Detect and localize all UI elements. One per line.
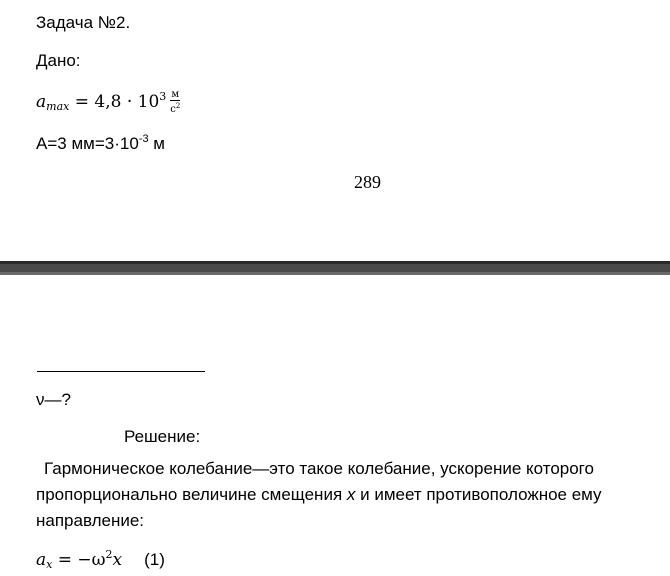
para-line-2 (36, 482, 656, 508)
eq1-value: = 4,8 · 10 (69, 92, 160, 112)
eq1-unit-fraction (170, 90, 180, 115)
page-number: 289 (354, 172, 381, 192)
page-divider (0, 261, 670, 275)
para-line-3: направление: (36, 511, 145, 530)
given-label: Дано: (36, 51, 81, 70)
eq1-unit-den: с (170, 104, 176, 115)
para-line-2-b: и имеет противоположное ему (355, 485, 602, 504)
definition-paragraph (36, 456, 656, 534)
eq2-rhs-exp: 2 (105, 548, 113, 561)
given-underline (37, 371, 205, 372)
para-line-2-x: x (346, 485, 356, 504)
eq1-exp: 3 (159, 90, 167, 103)
eq1-lhs-sub: max (46, 100, 70, 113)
problem-title: Задача №2. (36, 13, 131, 32)
eq2-lhs: a (36, 550, 47, 570)
eq1-unit-den-exp: 2 (175, 102, 181, 110)
eq1-lhs: a (36, 92, 47, 112)
amplitude-exp: -3 (138, 133, 149, 145)
eq2-lhs-sub: x (46, 558, 53, 571)
solution-label: Решение: (124, 427, 201, 446)
eq2-rhs-a: = −ω (52, 550, 106, 570)
eq2-label: (1) (144, 550, 165, 569)
amplitude-tail: м (148, 134, 165, 153)
para-line-1: Гармоническое колебание—это такое колебание, ускорение которого (44, 459, 594, 478)
eq2-rhs-b: x (112, 550, 123, 570)
equation-1 (36, 544, 165, 576)
equation-a-max (36, 86, 180, 118)
para-line-2-a: пропорционально величине смещения (36, 485, 347, 504)
amplitude-line (36, 128, 165, 155)
unknown-label: ν—? (36, 390, 71, 409)
amplitude-main: A=3 мм=3·10 (36, 134, 139, 153)
eq1-unit-num: м (171, 89, 180, 100)
